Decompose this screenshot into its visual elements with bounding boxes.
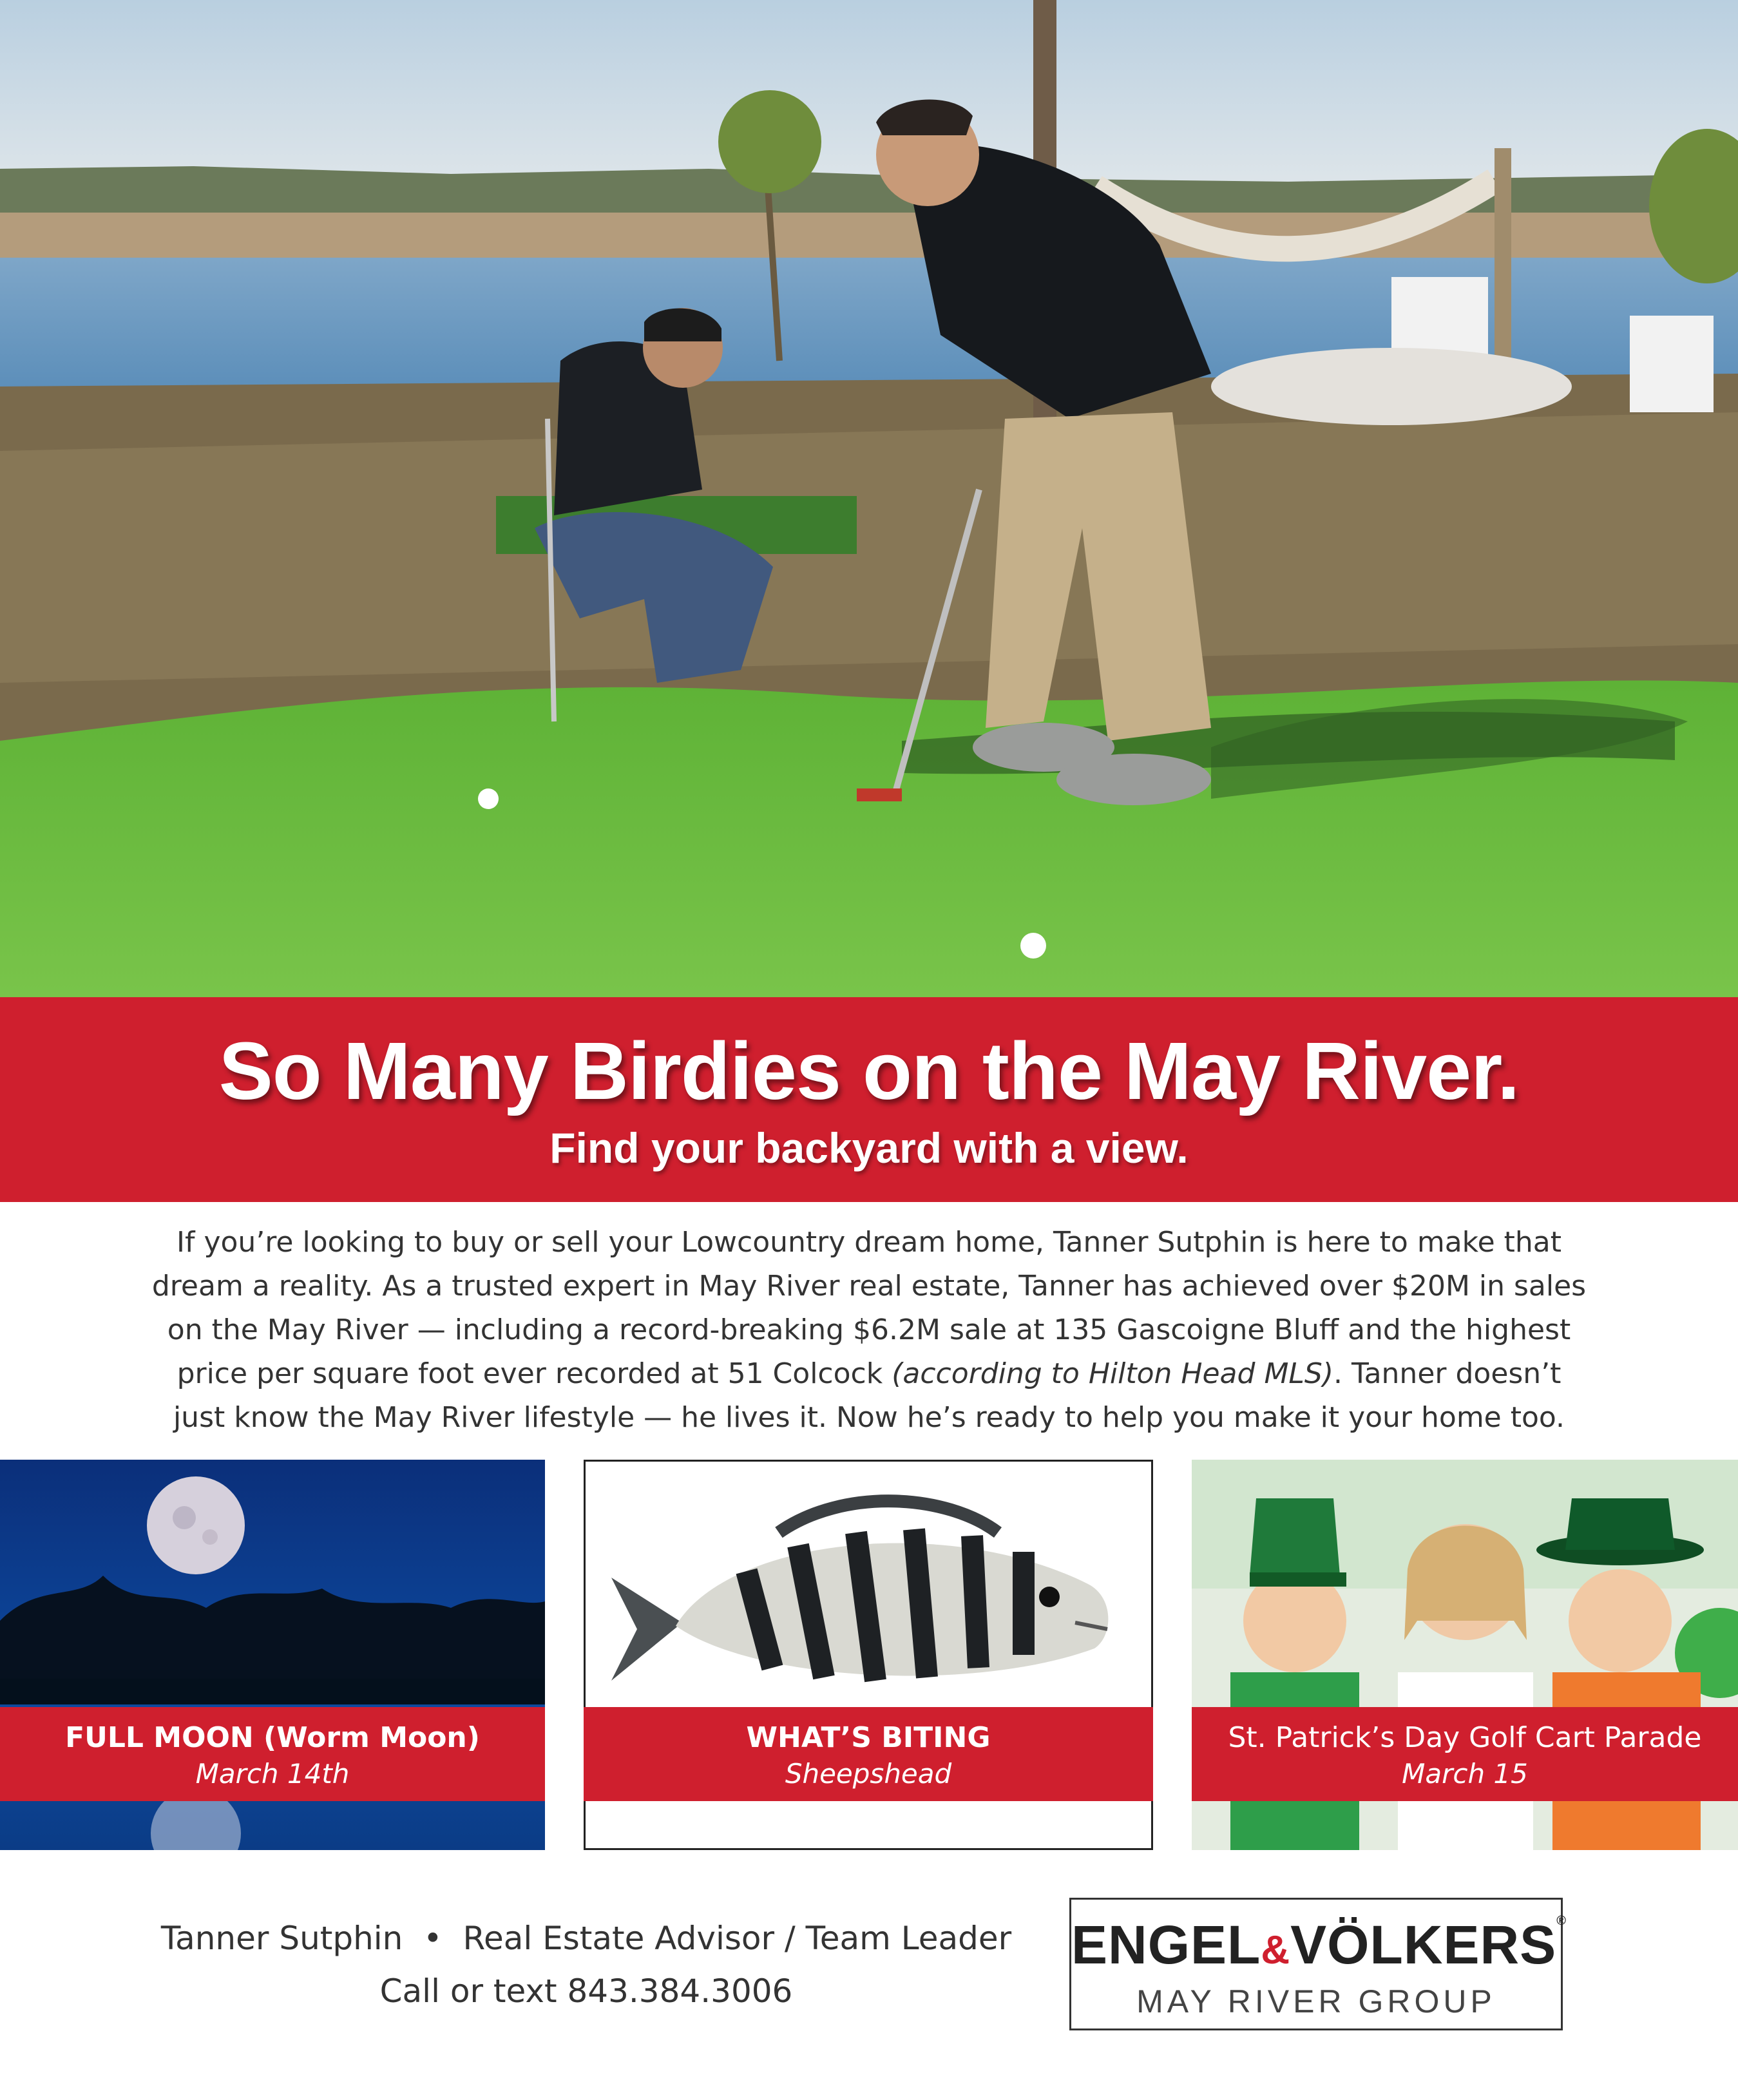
headline: So Many Birdies on the May River. xyxy=(218,1026,1520,1116)
whats-biting-title: WHAT’S BITING xyxy=(746,1721,991,1754)
agent-role: Real Estate Advisor / Team Leader xyxy=(463,1920,1012,1957)
separator-dot: • xyxy=(423,1920,443,1957)
full-moon-title: FULL MOON (Worm Moon) xyxy=(65,1721,480,1754)
whats-biting-fish: Sheepshead xyxy=(785,1758,952,1790)
golf-putting-scene xyxy=(0,0,1738,997)
agent-name: Tanner Sutphin xyxy=(160,1920,403,1957)
headline-banner xyxy=(0,997,1738,1202)
engel-volkers-logo xyxy=(1069,1898,1567,2030)
registered-mark: ® xyxy=(1556,1914,1567,1928)
full-moon-date: March 14th xyxy=(195,1758,350,1790)
st-patricks-caption xyxy=(1192,1707,1738,1801)
hero-photo xyxy=(0,0,1738,997)
subheadline: Find your backyard with a view. xyxy=(549,1124,1189,1172)
st-patricks-title: St. Patrick’s Day Golf Cart Parade xyxy=(1228,1721,1702,1754)
whats-biting-caption xyxy=(584,1707,1153,1801)
logo-group-name: MAY RIVER GROUP xyxy=(1136,1983,1496,2019)
logo-wordmark xyxy=(1071,1914,1567,1976)
logo-right: VÖLKERS xyxy=(1290,1914,1557,1975)
st-patricks-date: March 15 xyxy=(1402,1758,1528,1790)
body-text-part1: If you’re looking to buy or sell your Lowcountry dream home, Tanner Sutphin is here to make that dream a reality. As a trusted expert in May River real estate, Tanner has achieved over $20M in sales on the May River — including a record-breaking $6.2M sale at 135 Gascoigne Bluff and the highest price per square foot ever recorded at 51 Colcock xyxy=(151,1226,1587,1390)
body-paragraph xyxy=(148,1221,1590,1440)
body-text-source-note: (according to Hilton Head MLS) xyxy=(892,1357,1334,1390)
logo-ampersand: & xyxy=(1261,1928,1291,1972)
full-moon-caption xyxy=(0,1707,545,1801)
contact-line: Call or text 843.384.3006 xyxy=(379,1972,793,2010)
logo-left: ENGEL xyxy=(1071,1914,1261,1975)
body-text-part2: . Tanner doesn’t just know the May River lifestyle — he lives it. Now he’s ready to help you make it your home too. xyxy=(173,1357,1565,1434)
agent-name-line xyxy=(129,1920,1044,1957)
